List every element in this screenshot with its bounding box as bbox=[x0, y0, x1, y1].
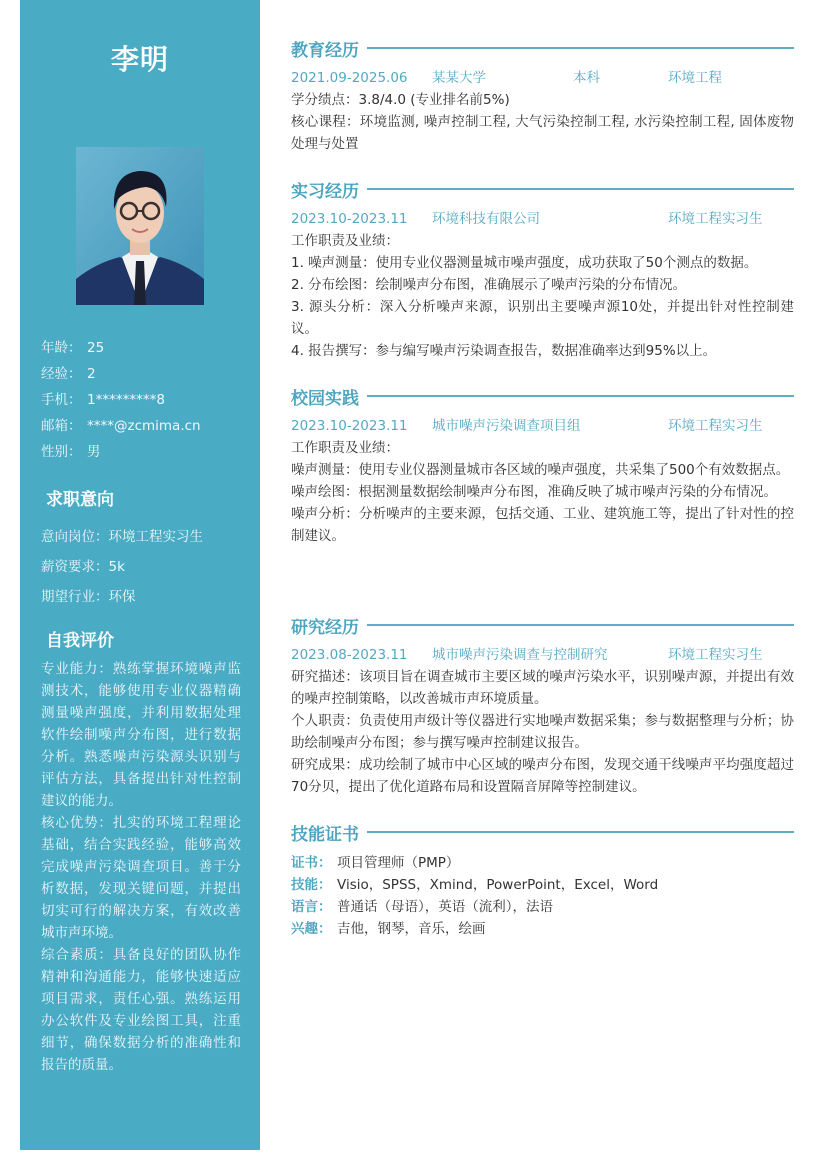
skill-interests: 兴趣： 吉他，钢琴，音乐，绘画 bbox=[291, 921, 486, 937]
intern-org: 环境科技有限公司 bbox=[432, 211, 540, 227]
intern-date: 2023.10-2023.11 bbox=[291, 211, 408, 227]
section-divider bbox=[367, 831, 794, 833]
basic-info-list bbox=[41, 335, 201, 465]
section-title: 实习经历 bbox=[291, 181, 359, 202]
portrait-icon bbox=[76, 147, 204, 305]
section-divider bbox=[367, 395, 794, 397]
section-title: 校园实践 bbox=[291, 388, 359, 409]
campus-org: 城市噪声污染调查项目组 bbox=[432, 418, 581, 434]
edu-date: 2021.09-2025.06 bbox=[291, 70, 408, 86]
campus-details: 工作职责及业绩： 噪声测量：使用专业仪器测量城市各区域的噪声强度，共采集了500个有效数据点。 噪声绘图：根据测量数据绘制噪声分布图，准确反映了城市噪声污染的分布情况。 噪声分析：分析噪声的主要来源，包括交通、工业、建筑施工等，提出了针对性的控制建议。 bbox=[291, 440, 794, 544]
self-evaluation-heading: 自我评价 bbox=[46, 631, 114, 651]
section-title: 技能证书 bbox=[291, 824, 359, 845]
education-meta bbox=[291, 67, 794, 89]
info-experience: 经验： 2 bbox=[41, 366, 96, 382]
internship-details: 工作职责及业绩： 1. 噪声测量：使用专业仪器测量城市噪声强度，成功获取了50个测点的数据。 2. 分布绘图：绘制噪声分布图，准确展示了噪声污染的分布情况。 3. 源头分析：深入分析噪声来源，识别出主要噪声源10处，并提出针对性控制建议。 4. 报告撰写：参与编写噪声污染调查报告，数据准确率达到95%以上。 bbox=[291, 233, 794, 359]
job-intent-heading: 求职意向 bbox=[46, 490, 114, 510]
candidate-name: 李明 bbox=[110, 43, 169, 76]
research-role: 环境工程实习生 bbox=[668, 647, 763, 663]
self-evaluation-text bbox=[41, 658, 241, 1076]
research-section bbox=[291, 613, 794, 798]
intent-position: 意向岗位：环境工程实习生 bbox=[41, 529, 203, 545]
edu-degree: 本科 bbox=[573, 70, 600, 86]
section-divider bbox=[367, 188, 794, 190]
skills-section bbox=[291, 820, 794, 940]
info-age: 年龄： 25 bbox=[41, 340, 105, 356]
campus-role: 环境工程实习生 bbox=[668, 418, 763, 434]
education-section bbox=[291, 36, 794, 155]
profile-photo bbox=[76, 147, 204, 305]
research-date: 2023.08-2023.11 bbox=[291, 647, 408, 663]
intent-industry: 期望行业：环保 bbox=[41, 589, 136, 605]
skills-list bbox=[291, 852, 794, 940]
campus-section bbox=[291, 384, 794, 547]
skill-tools: 技能： Visio，SPSS，Xmind，PowerPoint，Excel，Word bbox=[291, 877, 659, 893]
section-divider bbox=[367, 624, 794, 626]
edu-major: 环境工程 bbox=[668, 70, 722, 86]
research-project: 城市噪声污染调查与控制研究 bbox=[432, 647, 608, 663]
section-title: 教育经历 bbox=[291, 40, 359, 61]
section-title: 研究经历 bbox=[291, 617, 359, 638]
intern-role: 环境工程实习生 bbox=[668, 211, 763, 227]
info-gender: 性别： 男 bbox=[41, 444, 101, 460]
sidebar bbox=[20, 0, 260, 1150]
job-intent-list bbox=[41, 522, 203, 612]
edu-school: 某某大学 bbox=[432, 70, 486, 86]
info-email: 邮箱： ****@zcmima.cn bbox=[41, 418, 201, 434]
info-phone: 手机： 1*********8 bbox=[41, 392, 165, 408]
section-divider bbox=[367, 47, 794, 49]
research-details: 研究描述：该项目旨在调查城市主要区域的噪声污染水平，识别噪声源，并提出有效的噪声控制策略，以改善城市声环境质量。 个人职责：负责使用声级计等仪器进行实地噪声数据采集；参与数据整理与分析；协助绘制噪声分布图；参与撰写噪声控制建议报告。 研究成果：成功绘制了城市中心区域的噪声分布图，发现交通干线噪声平均强度超过70分贝，提出了优化道路布局和设置隔音屏障等控制建议。 bbox=[291, 669, 794, 795]
eval-paragraph: 综合素质：具备良好的团队协作精神和沟通能力，能够快速适应项目需求，责任心强。熟练运用办公软件及专业绘图工具，注重细节，确保数据分析的准确性和报告的质量。 bbox=[41, 947, 241, 1073]
skill-languages: 语言： 普通话（母语），英语（流利），法语 bbox=[291, 899, 553, 915]
intent-salary: 薪资要求：5k bbox=[41, 559, 125, 575]
skill-certificate: 证书： 项目管理师（PMP） bbox=[291, 855, 460, 871]
eval-paragraph: 专业能力：熟练掌握环境噪声监测技术，能够使用专业仪器精确测量噪声强度，并利用数据处理软件绘制噪声分布图，进行数据分析。熟悉噪声污染源头识别与评估方法，具备提出针对性控制建议的能力。 bbox=[41, 661, 241, 809]
research-meta bbox=[291, 644, 794, 666]
campus-meta bbox=[291, 415, 794, 437]
internship-meta bbox=[291, 208, 794, 230]
eval-paragraph: 核心优势：扎实的环境工程理论基础，结合实践经验，能够高效完成噪声污染调查项目。善于分析数据，发现关键问题，并提出切实可行的解决方案，有效改善城市声环境。 bbox=[41, 815, 241, 941]
internship-section bbox=[291, 177, 794, 362]
campus-date: 2023.10-2023.11 bbox=[291, 418, 408, 434]
education-details: 学分绩点：3.8/4.0 (专业排名前5%) 核心课程：环境监测, 噪声控制工程, 大气污染控制工程, 水污染控制工程, 固体废物处理与处置 bbox=[291, 92, 794, 152]
